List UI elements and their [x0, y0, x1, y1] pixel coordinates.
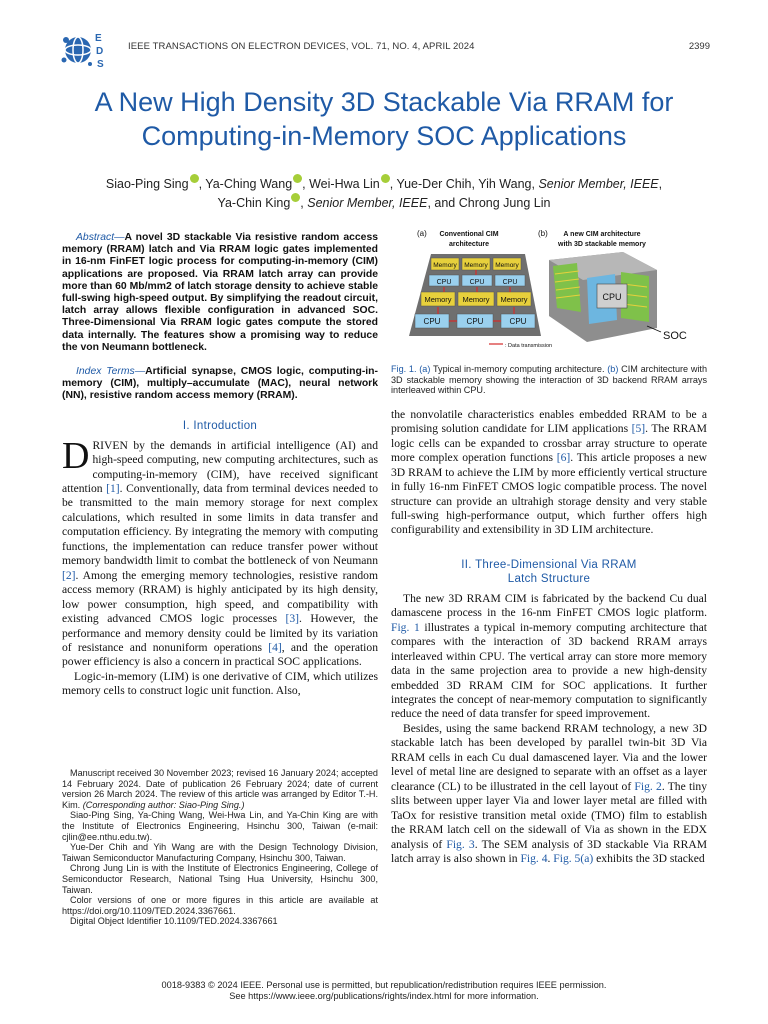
rights-line: See https://www.ieee.org/publications/rights/index.html for more information. [229, 991, 539, 1001]
figure-link[interactable]: Fig. 1 [391, 620, 420, 634]
introduction-body [62, 434, 379, 699]
text-run: illustrates a typical in-memory computing architecture that compares with the interaction of 3D backend RRAM arrays interleaved within CPU. The vertical array can store more memory data in the same projection area to provide a new high-density embedded 3D RRAM CIM for SOC applications. It further integrates the concept of near-memory computation to significantly reduce the need of data transfer for speed improvement. [391, 620, 708, 721]
footnote-manuscript [62, 768, 378, 810]
svg-text:S: S [97, 59, 104, 70]
orcid-icon[interactable] [291, 193, 300, 202]
text-run: RIVEN by the demands in artificial intelligence (AI) and high-speed computing, new computing architectures, such as computing-in-memory (CIM), have received significant attention [62, 438, 378, 495]
legend-text: : Data transmission [505, 343, 553, 349]
orcid-icon[interactable] [381, 174, 390, 183]
paragraph [62, 434, 379, 670]
panel-a-title: Conventional CIM [439, 231, 499, 238]
figure-1 [391, 226, 707, 358]
caption-link[interactable]: (b) [607, 364, 619, 374]
paragraph [391, 592, 707, 722]
drop-cap: D [62, 434, 90, 477]
footnotes [62, 768, 378, 927]
text-run: . Conventionally, data from terminal devices needed to be transmitted to the main memory storage for next complex calculations, which resulted in some limits in data transfer and computation efficiency. By integrating the memory with computing functions, the implementation can reduce transfer power without memory bandwidth limit to combat the bottleneck of von Neumann [62, 482, 378, 568]
citation-link[interactable]: [3] [285, 612, 299, 626]
svg-text:D: D [96, 46, 104, 57]
text-run: exhibits the 3D stacked [593, 852, 705, 866]
cpu-label: CPU [423, 317, 441, 326]
footnote-doi: Digital Object Identifier 10.1109/TED.2024.3367661 [70, 916, 278, 927]
author-sep: , [300, 196, 308, 211]
text-run: . This article proposes a new 3D RRAM to achieve the LIM by more efficiently vertical structure in fully 16-nm FinFET CMOS logic compatible process. The novel structure can provide an ultrahigh storage density and very stable full-swing high-performance output, which further offers high configurability and extensibility in 3D LIM architecture. [391, 451, 707, 537]
left-column [62, 232, 378, 699]
svg-text:E: E [95, 33, 102, 44]
text-run: CIM architecture with 3D stackable memory showing the interaction of 3D backend RRAM arrays interleaved within CPU. [391, 364, 708, 396]
text-run: The new 3D RRAM CIM is fabricated by the backend Cu dual damascene process in the 16-nm FinFET CMOS logic platform. [391, 591, 707, 620]
text-run: the nonvolatile characteristics enables embedded RRAM to be a promising solution candidate for LIM applications [391, 407, 707, 436]
figure-1-graphic [391, 226, 707, 358]
page-header [60, 30, 710, 70]
author-grade: Senior Member, IEEE [538, 177, 659, 192]
index-terms [62, 366, 378, 403]
eds-logo [60, 30, 116, 70]
cpu-label: CPU [436, 279, 452, 286]
copyright-line: 0018-9383 © 2024 IEEE. Personal use is permitted, but republication/redistribution requires IEEE permission. [161, 980, 607, 990]
footnote-affiliation: Yue-Der Chih and Yih Wang are with the Design Technology Division, Taiwan Semiconductor Manufacturing Company, Hsinchu 300, Taiwan. [62, 842, 378, 863]
heading-line: II. Three-Dimensional Via RRAM [461, 558, 637, 571]
journal-name: IEEE TRANSACTIONS ON ELECTRON DEVICES, VOL. 71, NO. 4, APRIL 2024 [128, 41, 475, 52]
memory-label: Memory [464, 262, 488, 269]
cpu-label: CPU [469, 279, 485, 286]
author-name: , and Chrong Jung Lin [427, 196, 551, 211]
paragraph [391, 722, 707, 867]
text-run: . [547, 852, 554, 866]
cpu-label: CPU [502, 279, 518, 286]
caption-label: Fig. 1. [391, 364, 420, 374]
text-run: . However, the performance and memory density could be limited by its variation of resistance and nonuniform operations [62, 612, 378, 654]
section-heading-via-rram [391, 558, 707, 586]
corresponding-author: (Corresponding author: Siao-Ping Sing.) [82, 799, 245, 810]
citation-link[interactable]: [5] [631, 422, 646, 436]
panel-b-title: A new CIM architecture [563, 231, 641, 238]
footnote-affiliation: Siao-Ping Sing, Ya-Ching Wang, Wei-Hwa Lin, and Ya-Chin King are with the Institute of Electronics Engineering, Hsinchu 300, Taiwan (e-mail: cjlin@ee.nthu.edu.tw). [62, 810, 378, 842]
author-name: , Wei-Hwa Lin [302, 177, 380, 192]
cpu-label: CPU [466, 317, 484, 326]
citation-link[interactable]: [6] [556, 451, 571, 465]
citation-link[interactable]: [2] [62, 568, 76, 582]
caption-link[interactable]: (a) [419, 364, 431, 374]
title-line-1: A New High Density 3D Stackable Via RRAM for [94, 87, 674, 117]
figure-link[interactable]: Fig. 4 [520, 852, 548, 866]
text-run: . Among the emerging memory technologies, resistive random access memory (RRAM) is highly anticipated by its high density, low power consumption, high speed, and compatibility with existing advanced CMOS logic processes [62, 568, 378, 626]
paper-title [30, 85, 738, 153]
author-sep: , [658, 177, 663, 192]
citation-link[interactable]: [4] [268, 640, 282, 654]
page-number: 2399 [688, 41, 710, 52]
cpu-label: CPU [509, 317, 527, 326]
figure-link[interactable]: Fig. 2 [634, 779, 662, 793]
memory-label: Memory [495, 262, 519, 269]
author-name: Ya-Chin King [217, 196, 291, 211]
paragraph: Logic-in-memory (LIM) is one derivative of CIM, which utilizes memory cells to construct logic unit function. Also, [62, 669, 378, 698]
paragraph [391, 408, 707, 538]
copyright-footer [60, 980, 708, 1002]
author-grade: Senior Member, IEEE [307, 196, 428, 211]
text-run: Manuscript received 30 November 2023; revised 16 January 2024; accepted 14 February 2024. Date of publication 26 February 2024; date of current version 26 March 2024. The review of this article was arranged by Editor T.-H. Kim. [62, 768, 378, 810]
panel-b-label: (b) [538, 229, 548, 238]
right-body [391, 408, 707, 867]
heading-line: Latch Structure [507, 572, 591, 585]
orcid-icon[interactable] [190, 174, 199, 183]
section-heading-introduction: I. Introduction [182, 419, 258, 432]
panel-a-title: architecture [448, 241, 490, 248]
memory-label: Memory [500, 295, 528, 304]
text-run: , and the operation power efficiency is also a concern in practical SOC applications. [62, 640, 379, 669]
text-run: . The SEM analysis of 3D stackable Via RRAM latch array is also shown in [391, 837, 707, 866]
footnote-affiliation: Chrong Jung Lin is with the Institute of Electronics Engineering, College of Semiconductor Research, National Tsing Hua University, Hsinchu 300, Taiwan. [62, 863, 378, 895]
cpu-label: CPU [602, 292, 622, 302]
abstract-text: A novel 3D stackable Via resistive random access memory (RRAM) latch and Via RRAM logic gates implemented in 16-nm FinFET logic process for computing-in-memory (CIM) applications are proposed. Via RRAM latch array can provide more than 60 Mb/mm2 of latch storage density to achieve stable full-swing high-speed output. By simplifying the readout circuit, latch array allows flexible configuration in advanced SOC. Three-Dimensional Via RRAM logic gates compute the stored data internally. The features show a promising way to reduce the von Neumann bottleneck. [62, 232, 378, 353]
orcid-icon[interactable] [293, 174, 302, 183]
figure-link[interactable]: Fig. 5(a) [553, 852, 594, 866]
author-name: Siao-Ping Sing [105, 177, 189, 192]
text-run: Besides, using the same backend RRAM technology, a new 3D stackable latch has been developed by parallel twin-bit 3D Via RRAM cells in each Cu dual damascened layer. Via and the lower level of metal line are designed to separate with an offset as a layer clearance (CL) to be illustrated in the cell layout of [391, 721, 707, 793]
index-terms-text: Artificial synapse, CMOS logic, computing-in-memory (CIM), multiply–accumulate (MAC), neural network (NN), resistive random access memory (RRAM). [62, 366, 378, 402]
text-run: Typical in-memory computing architecture. [430, 364, 608, 374]
text-run: . The RRAM logic cells can be expanded to crossbar array structure to operate more complex operation functions [391, 422, 707, 465]
memory-label: Memory [462, 295, 490, 304]
figure-link[interactable]: Fig. 3 [446, 837, 475, 851]
author-names: , Yue-Der Chih, Yih Wang, [389, 177, 539, 192]
text-run: . The tiny slits between upper layer Via and lower layer metal are filled with TaOx for resistive transition metal oxide (TMO) film to establish the RRAM latch cell on the sidewall of Via as shown in the EDX analysis of [391, 779, 708, 851]
figure-1-caption [391, 364, 707, 396]
memory-label: Memory [424, 295, 452, 304]
abstract-label: Abstract— [76, 232, 125, 243]
memory-label: Memory [433, 262, 457, 269]
author-list [40, 174, 728, 212]
citation-link[interactable]: [1] [106, 482, 120, 495]
panel-a-label: (a) [417, 229, 427, 238]
title-line-2: Computing-in-Memory SOC Applications [141, 121, 627, 151]
footnote-color: Color versions of one or more figures in this article are available at https://doi.org/10.1109/TED.2024.3367661. [62, 895, 378, 916]
right-column [391, 226, 707, 866]
abstract [62, 232, 378, 354]
author-name: , Ya-Ching Wang [198, 177, 293, 192]
index-terms-label: Index Terms— [76, 366, 146, 378]
soc-label: SOC [663, 330, 687, 342]
panel-b-title: with 3D stackable memory [558, 241, 646, 248]
